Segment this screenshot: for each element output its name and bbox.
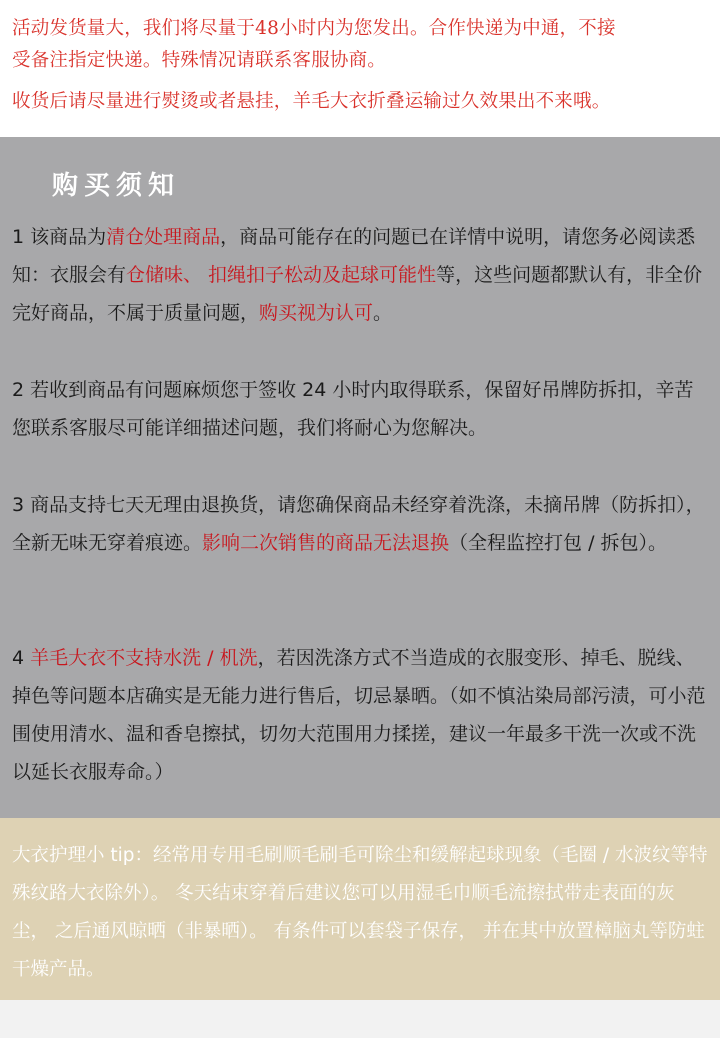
notice-item-4-text: ，若因洗涤方式不当造成的衣服变形、掉毛、脱线、掉色等问题本店确实是无能力进行售后，切忌暴晒。（如不慎沾染局部污渍，可小范围使用清水、温和香皂擦拭，切勿大范围用力揉搓，建议一年最多干洗一次或不洗以延长衣服寿命。）	[12, 647, 706, 783]
notice-item-1-text: 等，这些问题都默认有，非全价完好商品，不属于质量问题，	[12, 264, 703, 324]
notice-item-2	[12, 371, 712, 447]
notice-item-1-highlight: 仓储味、 扣绳扣子松动及起球可能性	[126, 264, 437, 286]
notice-item-1-highlight: 清仓处理商品	[106, 226, 221, 248]
purchase-notice-panel	[0, 137, 720, 818]
care-tip-text: 大衣护理小 tip：经常用专用毛刷顺毛刷毛可除尘和缓解起球现象（毛圈 / 水波纹等特殊纹路大衣除外）。 冬天结束穿着后建议您可以用湿毛巾顺毛流擦拭带走表面的灰尘， 之后通风晾晒（非暴晒）。 有条件可以套袋子保存， 并在其中放置樟脑丸等防蛀干燥产品。	[12, 845, 708, 980]
notice-item-4-text: 4	[12, 647, 31, 669]
notice-item-1-text: 。	[373, 302, 393, 324]
notice-item-1	[12, 218, 712, 332]
notice-item-2-text: 2 若收到商品有问题麻烦您于签收 24 小时内取得联系，保留好吊牌防拆扣，辛苦您联系客服尽可能详细描述问题，我们将耐心为您解决。	[12, 379, 694, 439]
care-tip-panel	[0, 818, 720, 1000]
notice-item-3-text: （全程监控打包 / 拆包）。	[449, 532, 668, 554]
shipping-line-2: 受备注指定快递。特殊情况请联系客服协商。	[12, 50, 387, 71]
notice-item-4	[12, 639, 712, 791]
purchase-notice-title: 购买须知	[52, 171, 181, 201]
notice-item-3-highlight: 影响二次销售的商品无法退换	[202, 532, 450, 554]
notice-item-1-highlight: 购买视为认可	[259, 302, 374, 324]
notice-item-3-text: 3 商品支持七天无理由退换货，请您确保商品未经穿着洗涤，未摘吊牌（防拆扣），全新无味无穿着痕迹。	[12, 494, 705, 554]
notice-item-1-text: 1 该商品为	[12, 226, 107, 248]
footer-spacer	[0, 1000, 720, 1038]
shipping-notice	[0, 0, 720, 137]
notice-item-3	[12, 486, 712, 562]
shipping-line-3: 收货后请尽量进行熨烫或者悬挂，羊毛大衣折叠运输过久效果出不来哦。	[12, 91, 611, 112]
notice-item-1-text: ，商品可能存在的问题已在详情中说明，请您务必阅读悉知：衣服会有	[12, 226, 696, 286]
shipping-line-1: 活动发货量大，我们将尽量于48小时内为您发出。合作快递为中通，不接	[12, 18, 616, 39]
notice-item-4-highlight: 羊毛大衣不支持水洗 / 机洗	[30, 647, 258, 669]
